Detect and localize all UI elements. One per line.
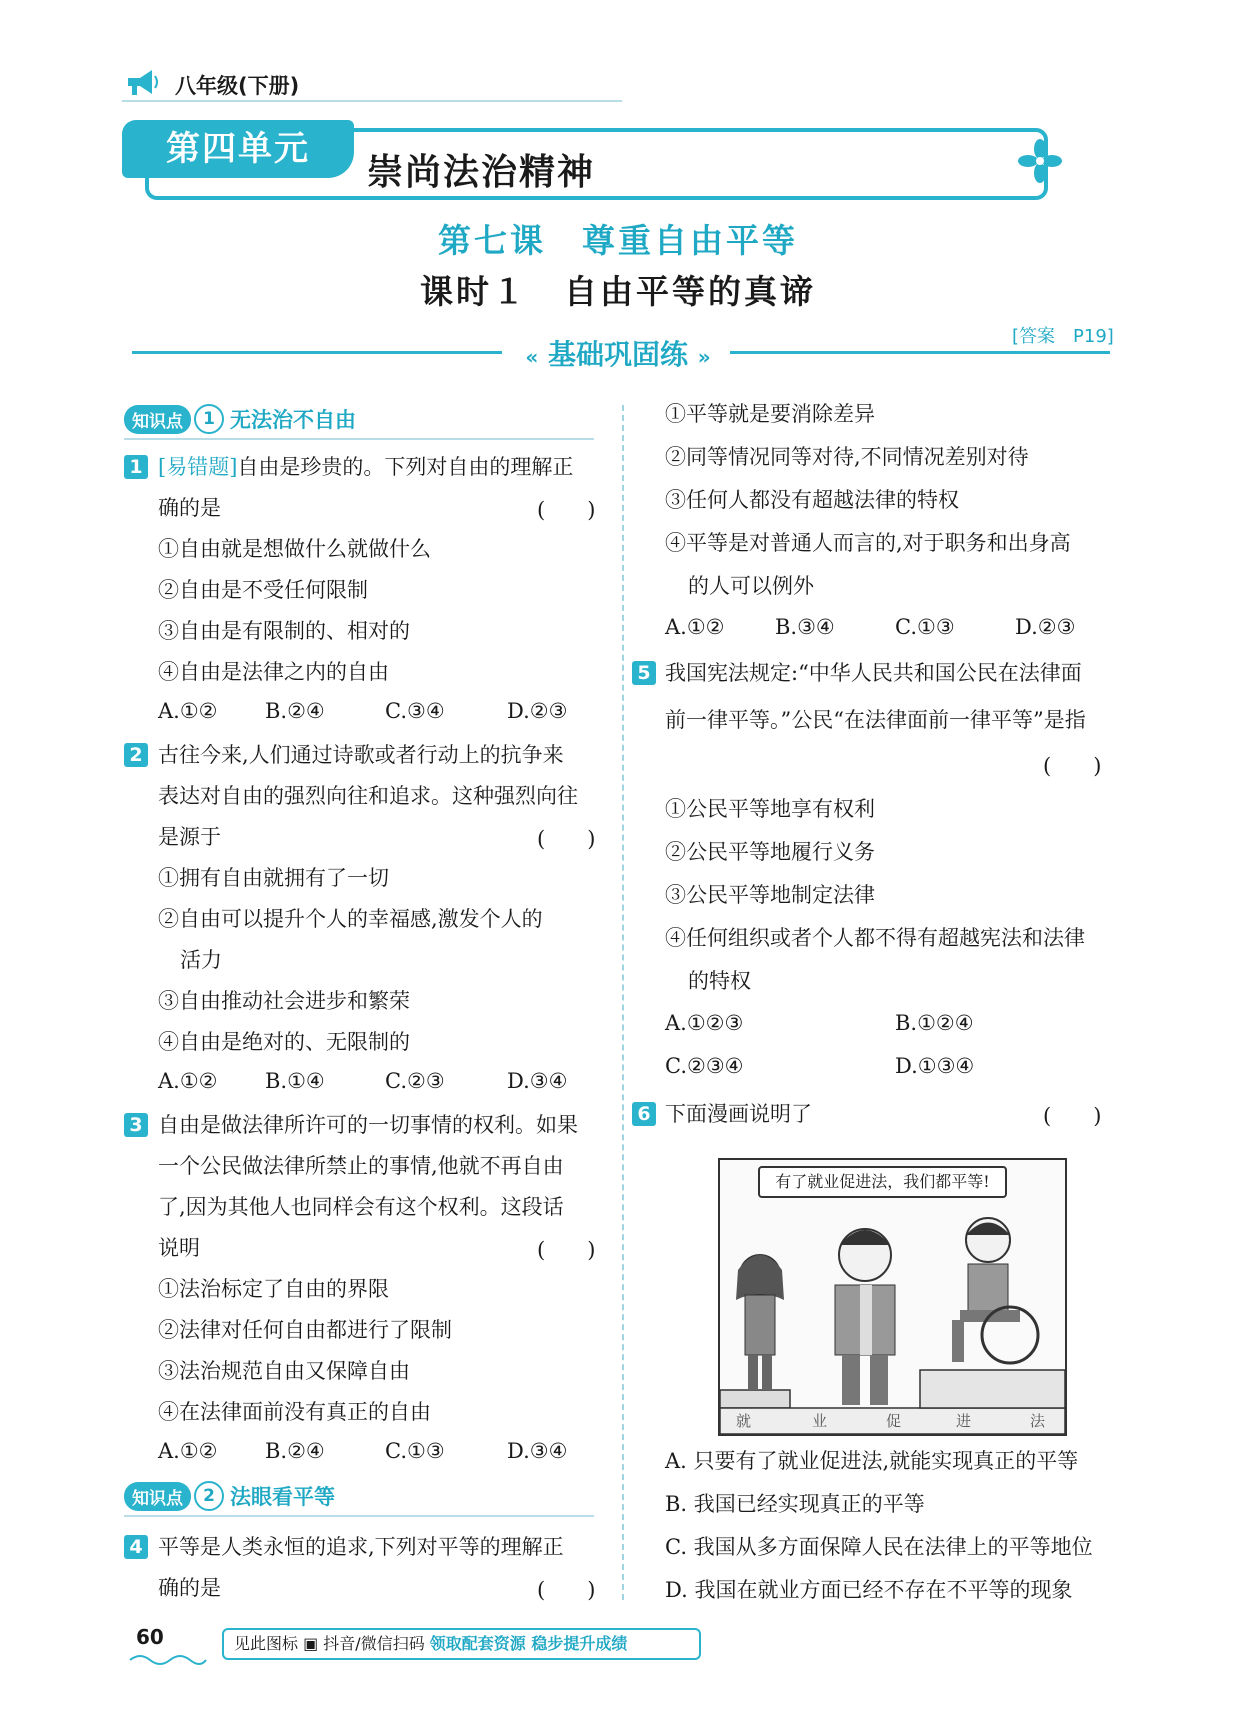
q6-option-c[interactable]: C. 我国从多方面保障人民在法律上的平等地位 [665, 1535, 1093, 1559]
comic-step-label: 促 [886, 1412, 902, 1430]
q4-item: ③任何人都没有超越法律的特权 [665, 488, 959, 512]
answer-reference: [答案 P19] [1012, 326, 1114, 347]
comic-step-label: 法 [1030, 1412, 1046, 1430]
column-divider [622, 405, 624, 1600]
scan-icon: ▣ [303, 1634, 319, 1653]
question-number: 4 [124, 1535, 148, 1559]
q4-option-c[interactable]: C.①③ [895, 615, 955, 639]
chevron-right-icon: » [697, 345, 711, 369]
unit-tab: 第四单元 [122, 120, 354, 178]
header-divider [122, 100, 622, 102]
answer-blank[interactable]: ( ) [1043, 754, 1102, 778]
q5-option-a[interactable]: A.①②③ [665, 1011, 744, 1035]
q1-option-d[interactable]: D.②③ [507, 699, 568, 723]
q1-option-c[interactable]: C.③④ [385, 699, 445, 723]
footer-highlight: 领取配套资源 稳步提升成绩 [429, 1634, 628, 1653]
q2-item: ③自由推动社会进步和繁荣 [158, 989, 410, 1013]
q3-stem-line3: 了,因为其他人也同样会有这个权利。这段话 [158, 1195, 564, 1219]
unit-title: 崇尚法治精神 [367, 152, 596, 193]
q1-item: ④自由是法律之内的自由 [158, 660, 389, 684]
q6-option-a[interactable]: A. 只要有了就业促进法,就能实现真正的平等 [665, 1449, 1079, 1473]
q3-option-d[interactable]: D.③④ [507, 1439, 568, 1463]
q2-stem-line1: 古往今来,人们通过诗歌或者行动上的抗争来 [158, 743, 564, 767]
knowledge-point-2 [124, 1481, 604, 1515]
knowledge-point-1 [124, 404, 604, 438]
q5-stem-line2: 前一律平等。”公民“在法律面前一律平等”是指 [665, 708, 1086, 732]
q2-option-a[interactable]: A.①② [158, 1069, 218, 1093]
megaphone-icon [124, 68, 160, 102]
question-number: 3 [124, 1113, 148, 1137]
q3-item: ①法治标定了自由的界限 [158, 1277, 389, 1301]
knowledge-point-number: 2 [194, 1481, 224, 1511]
question-number: 5 [632, 661, 656, 685]
question-number: 1 [124, 455, 148, 479]
answer-blank[interactable]: ( ) [537, 498, 596, 522]
q3-option-a[interactable]: A.①② [158, 1439, 218, 1463]
q3-stem-line2: 一个公民做法律所禁止的事情,他就不再自由 [158, 1154, 564, 1178]
chevron-left-icon: « [525, 345, 539, 369]
comic-step-label: 就 [736, 1412, 752, 1430]
answer-blank[interactable]: ( ) [537, 1238, 596, 1262]
q2-item-continued: 活力 [180, 948, 222, 972]
q5-item: ③公民平等地制定法律 [665, 883, 875, 907]
q3-item: ②法律对任何自由都进行了限制 [158, 1318, 452, 1342]
q1-item: ②自由是不受任何限制 [158, 578, 368, 602]
answer-blank[interactable]: ( ) [537, 827, 596, 851]
comic-illustration [718, 1158, 1067, 1436]
q2-item: ②自由可以提升个人的幸福感,激发个人的 [158, 907, 543, 931]
lesson-title: 第七课 尊重自由平等 [438, 221, 798, 260]
footer-banner [222, 1628, 701, 1660]
page-number: 60 [136, 1625, 164, 1649]
knowledge-point-badge: 知识点 [124, 405, 191, 434]
grade-label: 八年级(下册) [175, 74, 300, 98]
comic-speech-bubble: 有了就业促进法，我们都平等! [758, 1166, 1007, 1198]
q3-item: ③法治规范自由又保障自由 [158, 1359, 410, 1383]
q4-item: ②同等情况同等对待,不同情况差别对待 [665, 445, 1029, 469]
footer-text: 见此图标 [234, 1634, 304, 1653]
knowledge-point-title: 法眼看平等 [230, 1485, 335, 1509]
knowledge-point-number: 1 [194, 404, 224, 434]
q3-stem-line4: 说明 [158, 1236, 200, 1260]
q5-option-b[interactable]: B.①②④ [895, 1011, 974, 1035]
wave-ornament-icon [128, 1650, 208, 1670]
comic-step-label: 业 [812, 1412, 828, 1430]
q6-stem: 下面漫画说明了 [665, 1102, 812, 1126]
knowledge-point-title: 无法治不自由 [230, 408, 356, 432]
q5-item: ②公民平等地履行义务 [665, 840, 875, 864]
q4-item: ④平等是对普通人而言的,对于职务和出身高 [665, 531, 1071, 555]
comic-step-label: 进 [956, 1412, 972, 1430]
knowledge-point-badge: 知识点 [124, 1482, 191, 1511]
q1-stem-line1 [158, 453, 573, 481]
answer-blank[interactable]: ( ) [537, 1578, 596, 1602]
session-title: 课时１ 自由平等的真谛 [420, 272, 816, 311]
q5-option-c[interactable]: C.②③④ [665, 1054, 744, 1078]
q3-item: ④在法律面前没有真正的自由 [158, 1400, 431, 1424]
q2-option-c[interactable]: C.②③ [385, 1069, 445, 1093]
q2-item: ①拥有自由就拥有了一切 [158, 866, 389, 890]
q4-option-b[interactable]: B.③④ [775, 615, 835, 639]
flower-ornament-icon [1018, 139, 1062, 187]
q2-option-b[interactable]: B.①④ [265, 1069, 325, 1093]
difficulty-tag: [易错题] [158, 455, 238, 479]
q2-stem-line2: 表达对自由的强烈向往和追求。这种强烈向往 [158, 784, 578, 808]
q6-option-d[interactable]: D. 我国在就业方面已经不存在不平等的现象 [665, 1578, 1073, 1602]
q4-option-d[interactable]: D.②③ [1015, 615, 1076, 639]
question-number: 6 [632, 1102, 656, 1126]
section-label: 基础巩固练 [547, 338, 688, 371]
q1-item: ①自由就是想做什么就做什么 [158, 537, 431, 561]
q3-stem-line1: 自由是做法律所许可的一切事情的权利。如果 [158, 1113, 578, 1137]
q4-item-continued: 的人可以例外 [688, 574, 814, 598]
q5-item: ④任何组织或者个人都不得有超越宪法和法律 [665, 926, 1085, 950]
q4-stem-line2: 确的是 [158, 1576, 221, 1600]
q2-stem-line3: 是源于 [158, 825, 221, 849]
q3-option-b[interactable]: B.②④ [265, 1439, 325, 1463]
question-number: 2 [124, 743, 148, 767]
q5-item-continued: 的特权 [688, 969, 751, 993]
footer-text: 抖音/微信扫码 [318, 1634, 430, 1653]
q3-option-c[interactable]: C.①③ [385, 1439, 445, 1463]
q6-option-b[interactable]: B. 我国已经实现真正的平等 [665, 1492, 925, 1516]
q2-option-d[interactable]: D.③④ [507, 1069, 568, 1093]
kp-underline [124, 1515, 594, 1517]
kp-underline [124, 438, 594, 440]
q4-stem-line1: 平等是人类永恒的追求,下列对平等的理解正 [158, 1535, 564, 1559]
q5-item: ①公民平等地享有权利 [665, 797, 875, 821]
q4-option-a[interactable]: A.①② [665, 615, 725, 639]
q5-option-d[interactable]: D.①③④ [895, 1054, 975, 1078]
q1-stem-line2: 确的是 [158, 496, 221, 520]
answer-blank[interactable]: ( ) [1043, 1104, 1102, 1128]
q1-option-b[interactable]: B.②④ [265, 699, 325, 723]
q4-item: ①平等就是要消除差异 [665, 402, 875, 426]
section-heading [0, 333, 1236, 373]
q1-item: ③自由是有限制的、相对的 [158, 619, 410, 643]
q5-stem-line1: 我国宪法规定:“中华人民共和国公民在法律面 [665, 661, 1082, 685]
q1-stem-text: 自由是珍贵的。下列对自由的理解正 [237, 455, 574, 479]
q1-option-a[interactable]: A.①② [158, 699, 218, 723]
q2-item: ④自由是绝对的、无限制的 [158, 1030, 410, 1054]
